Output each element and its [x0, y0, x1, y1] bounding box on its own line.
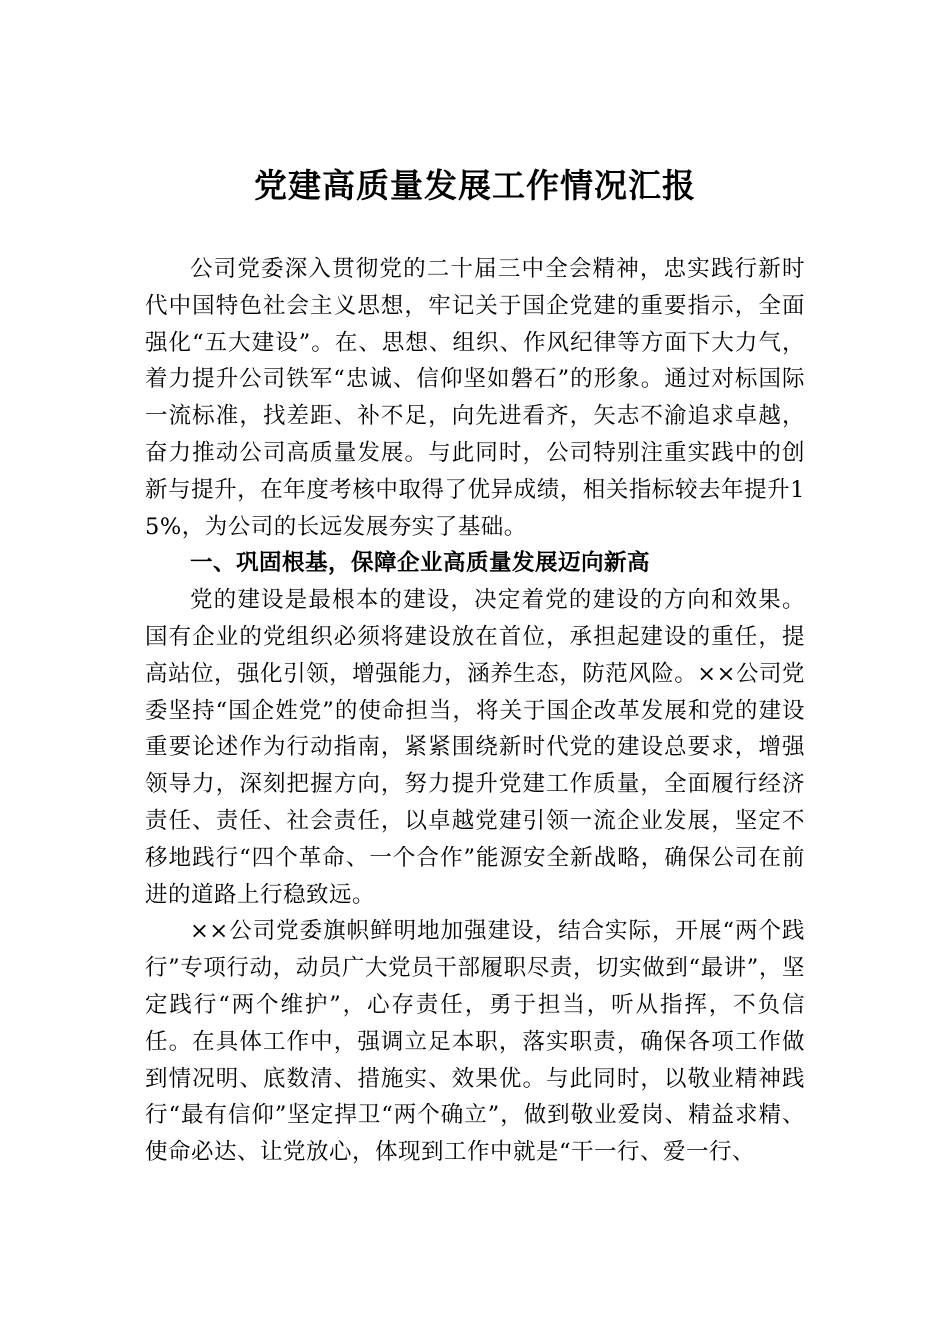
document-body [145, 251, 805, 1171]
intro-paragraph: 公司党委深入贯彻党的二十届三中全会精神，忠实践行新时代中国特色社会主义思想，牢记关于国企党建的重要指示，全面强化“五大建设”。在、思想、组织、作风纪律等方面下大力气，着力提升公司铁军“忠诚、信仰坚如磐石”的形象。通过对标国际一流标准，找差距、补不足，向先进看齐，矢志不渝追求卓越，奋力推动公司高质量发展。与此同时，公司特别注重实践中的创新与提升，在年度考核中取得了优异成绩，相关指标较去年提升15%，为公司的长远发展夯实了基础。 [145, 256, 805, 540]
document-title: 党建高质量发展工作情况汇报 [254, 166, 696, 205]
section-paragraph-2: ××公司党委旗帜鲜明地加强建设，结合实际，开展“两个践行”专项行动，动员广大党员干部履职尽责，切实做到“最讲”，坚定践行“两个维护”，心存责任，勇于担当，听从指挥，不负信任。在具体工作中，强调立足本职，落实职责，确保各项工作做到情况明、底数清、措施实、效果优。与此同时，以敬业精神践行“最有信仰”坚定捍卫“两个确立”，做到敬业爱岗、精益求精、使命必达、让党放心，体现到工作中就是“干一行、爱一行、 [145, 918, 805, 1166]
section-heading: 一、巩固根基，保障企业高质量发展迈向新高 [190, 550, 651, 577]
section-paragraph-1: 党的建设是最根本的建设，决定着党的建设的方向和效果。国有企业的党组织必须将建设放在首位，承担起建设的重任，提高站位，强化引领，增强能力，涵养生态，防范风险。××公司党委坚持“国企姓党”的使命担当，将关于国企改革发展和党的建设重要论述作为行动指南，紧紧围绕新时代党的建设总要求，增强领导力，深刻把握方向，努力提升党建工作质量，全面履行经济责任、责任、社会责任，以卓越党建引领一流企业发展，坚定不移地践行“四个革命、一个合作”能源安全新战略，确保公司在前进的道路上行稳致远。 [145, 587, 805, 908]
